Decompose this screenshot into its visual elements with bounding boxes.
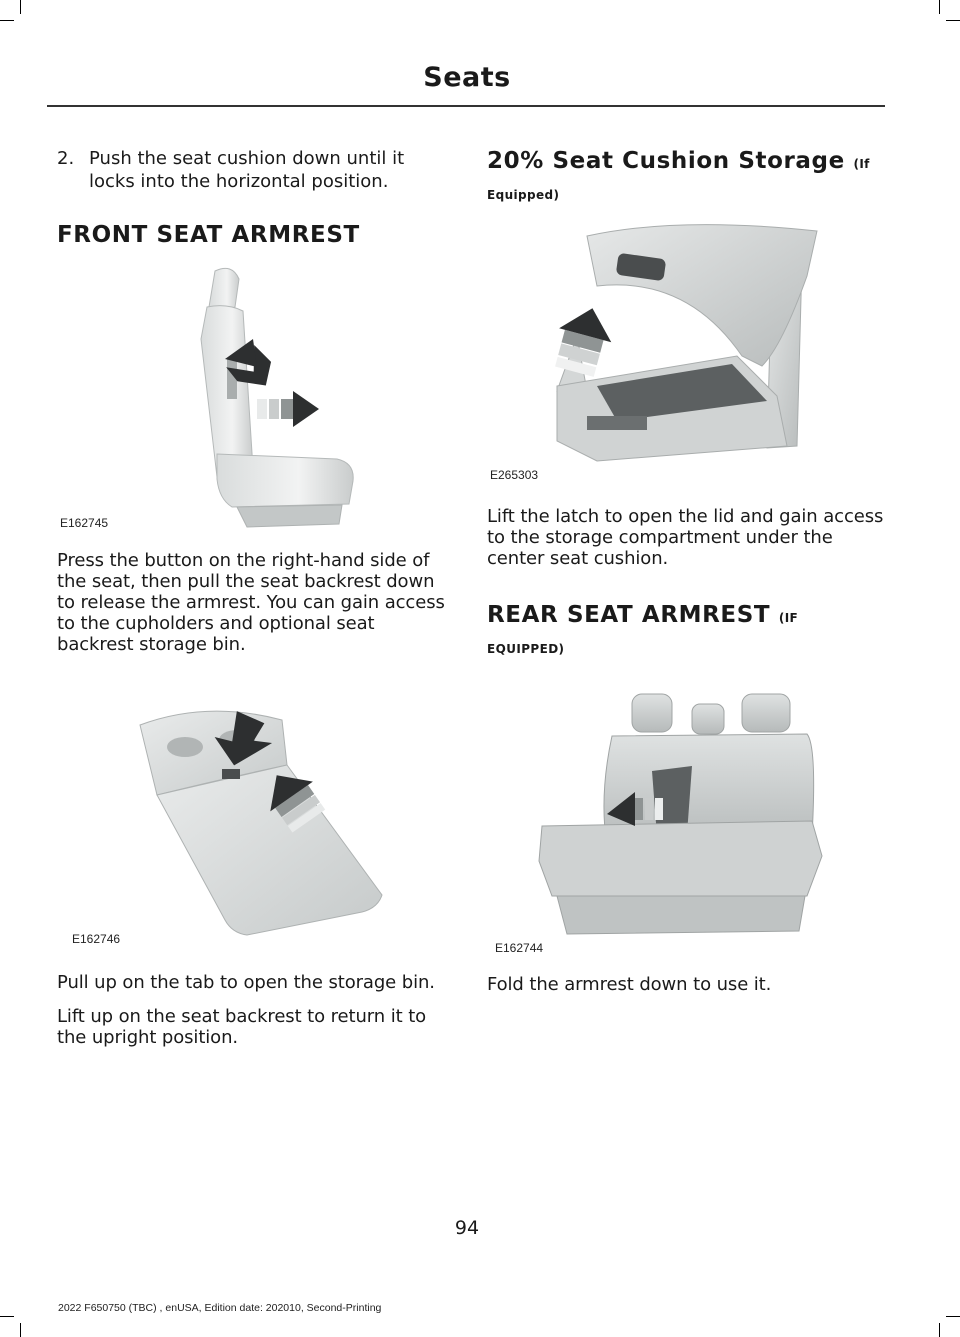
armrest-illustration [57,685,452,950]
step-item [57,147,452,193]
crop-mark [0,1316,14,1317]
heading-qualifier: (IF [778,611,799,625]
seat-side-illustration [57,259,452,534]
pull-arrow-icon [257,391,319,427]
figure-code: E162745 [60,516,109,530]
crop-mark [0,20,14,21]
figure-rear-seat-armrest [487,686,887,956]
step-number: 2. [57,148,75,169]
paragraph: Lift the latch to open the lid and gain access to the storage compartment under the center seat cushion. [487,506,884,569]
figure-armrest-storage [57,685,452,950]
crop-mark [946,1316,960,1317]
figure-code: E162746 [72,932,121,946]
page-title: Seats [423,62,511,93]
crop-mark [20,0,21,14]
rear-seat-illustration [487,686,887,956]
left-column [57,147,452,1048]
right-column [487,147,887,995]
section-heading-front-armrest: FRONT SEAT ARMREST [57,222,360,248]
crop-mark [939,0,940,14]
lift-arrow-icon [549,301,618,379]
heading-main: 20% Seat Cushion Storage [487,148,845,174]
header-divider [47,105,885,107]
heading-main: REAR SEAT ARMREST [487,602,771,628]
step-text: Push the seat cushion down until it locks into the horizontal position. [89,148,405,192]
figure-front-seat-armrest [57,259,452,534]
storage-illustration [487,216,887,486]
crop-mark [946,20,960,21]
heading-qualifier: (If [853,157,870,171]
figure-cushion-storage [487,216,887,486]
section-heading-rear-armrest [487,601,887,632]
heading-qualifier: EQUIPPED) [487,642,565,656]
paragraph: Lift up on the seat backrest to return it to the upright position. [57,1006,427,1048]
crop-mark [20,1323,21,1337]
heading-qualifier: Equipped) [487,188,560,202]
crop-mark [939,1323,940,1337]
paragraph: Press the button on the right-hand side of the seat, then pull the seat backrest down to release the armrest. You can gain access to the cupholders and optional seat backrest storage bin. [57,550,445,655]
section-heading-cushion-storage [487,147,887,178]
figure-code: E265303 [490,468,539,482]
page-number: 94 [454,1217,480,1239]
footer-edition-info: 2022 F650750 (TBC) , enUSA, Edition date: 202010, Second-Printing [58,1302,382,1314]
figure-code: E162744 [495,941,544,955]
paragraph: Fold the armrest down to use it. [487,974,772,995]
paragraph: Pull up on the tab to open the storage bin. [57,972,435,993]
